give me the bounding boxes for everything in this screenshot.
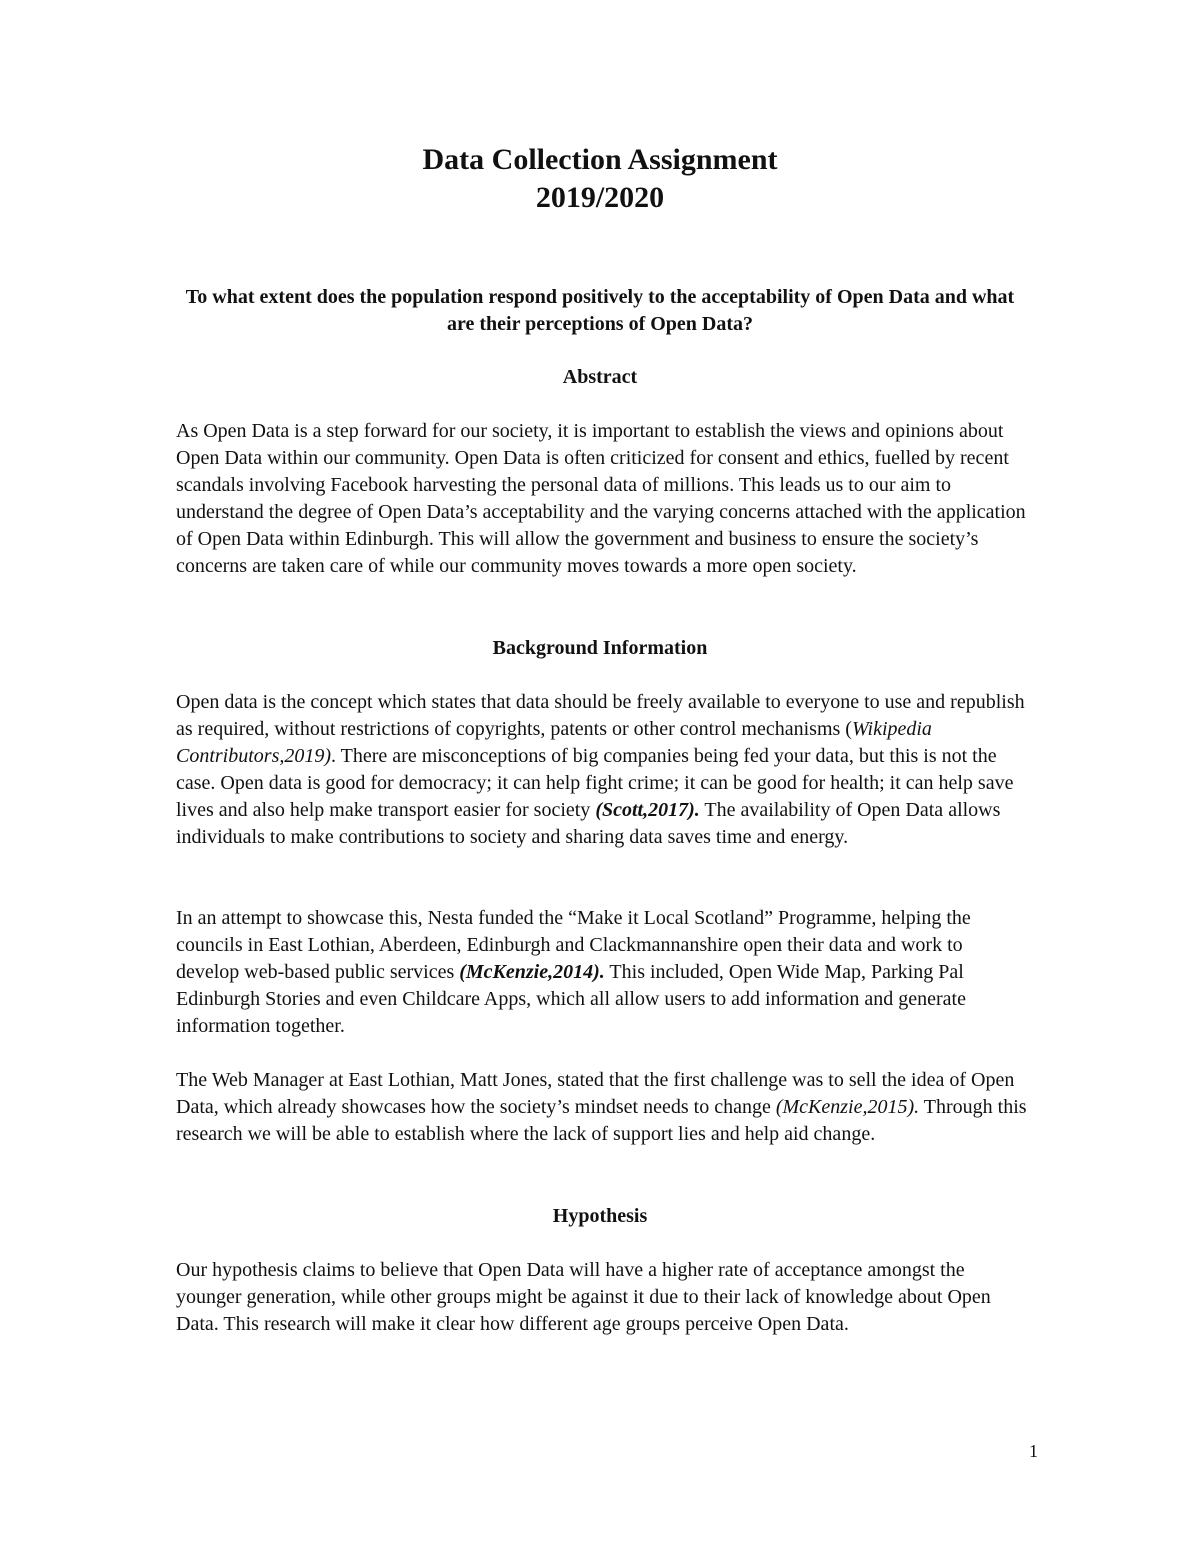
research-question: To what extent does the population respond positively to the acceptability of Open Data and what are their perceptions of Open Data? — [185, 286, 1015, 335]
abstract-heading: Abstract — [562, 366, 638, 388]
hypothesis-heading: Hypothesis — [552, 1205, 648, 1227]
citation-mckenzie-2014: (McKenzie,2014). — [459, 961, 605, 984]
citation-mckenzie-2015: (McKenzie,2015). — [775, 1096, 920, 1119]
background-paragraph-3 — [176, 1067, 1028, 1148]
background-p1-text-c: The availability of Open Data allows individuals to make contributions to society and sharing data saves time and energy. — [176, 799, 1001, 849]
document-year: 2019/2020 — [535, 181, 665, 214]
background-p2-text-b: This included, Open Wide Map, Parking Pal Edinburgh Stories and even Childcare Apps, which all allow users to add information and generate information together. — [176, 961, 966, 1038]
document-title: Data Collection Assignment — [422, 143, 778, 176]
hypothesis-paragraph: Our hypothesis claims to believe that Open Data will have a higher rate of acceptance amongst the younger generation, while other groups might be against it due to their lack of knowledge about Open Data. This research will make it clear how different age groups perceive Open Data. — [176, 1259, 991, 1336]
background-paragraph-2 — [176, 905, 1028, 1040]
citation-wikipedia: Wikipedia Contributors,2019) — [176, 718, 932, 768]
background-p1-text-a: Open data is the concept which states that data should be freely available to everyone to use and republish as required, without restrictions of copyrights, patents or other control mechanisms ( — [176, 691, 1025, 741]
page-number: 1 — [1029, 1441, 1038, 1461]
background-heading: Background Information — [492, 637, 708, 659]
background-p1-text-b: . There are misconceptions of big companies being fed your data, but this is not the case. Open data is good for democracy; it can help fight crime; it can be good for health; it can help save lives and also help make transport easier for society — [176, 745, 1014, 822]
background-paragraph-1 — [176, 689, 1028, 852]
background-p3-text-a: The Web Manager at East Lothian, Matt Jones, stated that the first challenge was to sell the idea of Open Data, which already showcases how the society’s mindset needs to change — [176, 1069, 1015, 1119]
background-p3-text-b: Through this research we will be able to establish where the lack of support lies and help aid change. — [176, 1096, 1027, 1146]
abstract-paragraph: As Open Data is a step forward for our society, it is important to establish the views and opinions about Open Data within our community. Open Data is often criticized for consent and ethics, fuelled by recent scandals involving Facebook harvesting the personal data of millions. This leads us to our aim to understand the degree of Open Data’s acceptability and the varying concerns attached with the application of Open Data within Edinburgh. This will allow the government and business to ensure the society’s concerns are taken care of while our community moves towards a more open society. — [176, 420, 1026, 578]
citation-scott: (Scott,2017). — [595, 799, 700, 822]
background-p2-text-a: In an attempt to showcase this, Nesta funded the “Make it Local Scotland” Programme, helping the councils in East Lothian, Aberdeen, Edinburgh and Clackmannanshire open their data and work to develop web-based public services — [176, 907, 971, 984]
